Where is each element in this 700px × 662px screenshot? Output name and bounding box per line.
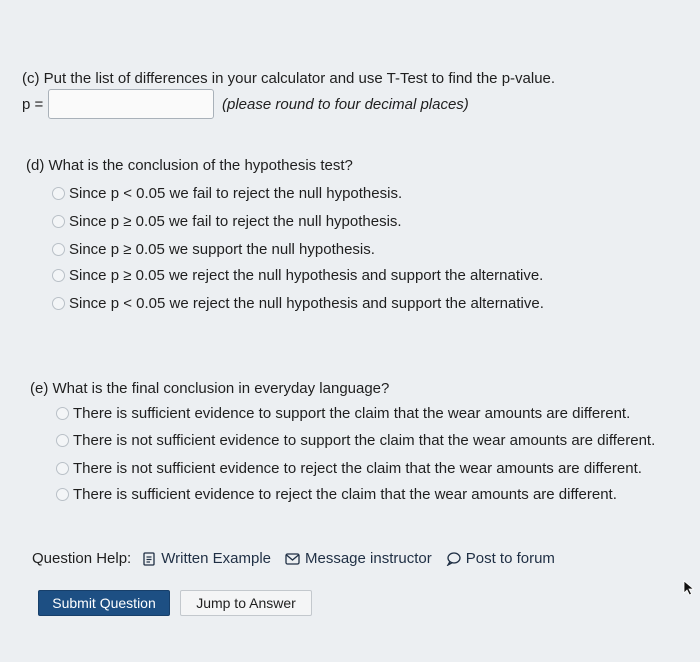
mouse-cursor-icon xyxy=(683,580,695,596)
question-c-text: (c) Put the list of differences in your calculator and use T-Test to find the p-value. xyxy=(22,70,556,87)
radio-button[interactable] xyxy=(56,462,69,475)
radio-button[interactable] xyxy=(52,243,65,256)
question-help-bar xyxy=(32,550,569,567)
written-example-label: Written Example xyxy=(161,550,271,567)
envelope-icon xyxy=(285,553,300,565)
p-value-label: p = xyxy=(22,96,44,113)
conclusion-option-4[interactable] xyxy=(52,267,543,284)
radio-button[interactable] xyxy=(56,488,69,501)
conclusion-option-5[interactable] xyxy=(52,295,544,312)
message-instructor-link[interactable] xyxy=(285,550,432,567)
conclusion-option-3[interactable] xyxy=(52,241,375,258)
option-label: Since p ≥ 0.05 we fail to reject the null hypothesis. xyxy=(69,213,402,230)
jump-to-answer-button[interactable]: Jump to Answer xyxy=(180,590,312,616)
p-value-input[interactable] xyxy=(48,89,214,119)
conclusion-option-1[interactable] xyxy=(52,185,402,202)
question-help-label: Question Help: xyxy=(32,550,132,567)
option-label: Since p < 0.05 we reject the null hypothesis and support the alternative. xyxy=(69,295,544,312)
radio-button[interactable] xyxy=(52,215,65,228)
everyday-option-3[interactable] xyxy=(56,460,642,477)
speech-bubble-icon xyxy=(446,552,461,566)
option-label: Since p ≥ 0.05 we support the null hypothesis. xyxy=(69,241,375,258)
option-label: Since p < 0.05 we fail to reject the null hypothesis. xyxy=(69,185,403,202)
radio-button[interactable] xyxy=(52,269,65,282)
everyday-option-2[interactable] xyxy=(56,432,655,449)
radio-button[interactable] xyxy=(52,187,65,200)
question-d-text: (d) What is the conclusion of the hypothesis test? xyxy=(26,157,353,174)
written-example-link[interactable] xyxy=(143,550,271,567)
radio-button[interactable] xyxy=(56,407,69,420)
everyday-option-1[interactable] xyxy=(56,405,630,422)
post-to-forum-label: Post to forum xyxy=(465,550,555,567)
option-label: There is sufficient evidence to reject the claim that the wear amounts are different. xyxy=(73,486,617,503)
message-instructor-label: Message instructor xyxy=(305,550,432,567)
question-e-text: (e) What is the final conclusion in everyday language? xyxy=(30,380,390,397)
option-label: There is sufficient evidence to support the claim that the wear amounts are different. xyxy=(73,405,631,422)
rounding-hint: (please round to four decimal places) xyxy=(222,96,469,113)
post-to-forum-link[interactable] xyxy=(446,550,555,567)
option-label: Since p ≥ 0.05 we reject the null hypothesis and support the alternative. xyxy=(69,267,544,284)
radio-button[interactable] xyxy=(52,297,65,310)
radio-button[interactable] xyxy=(56,434,69,447)
option-label: There is not sufficient evidence to support the claim that the wear amounts are different. xyxy=(73,432,656,449)
conclusion-option-2[interactable] xyxy=(52,213,402,230)
document-icon xyxy=(143,552,156,566)
submit-question-button[interactable]: Submit Question xyxy=(38,590,170,616)
option-label: There is not sufficient evidence to reject the claim that the wear amounts are different. xyxy=(73,460,642,477)
everyday-option-4[interactable] xyxy=(56,486,617,503)
